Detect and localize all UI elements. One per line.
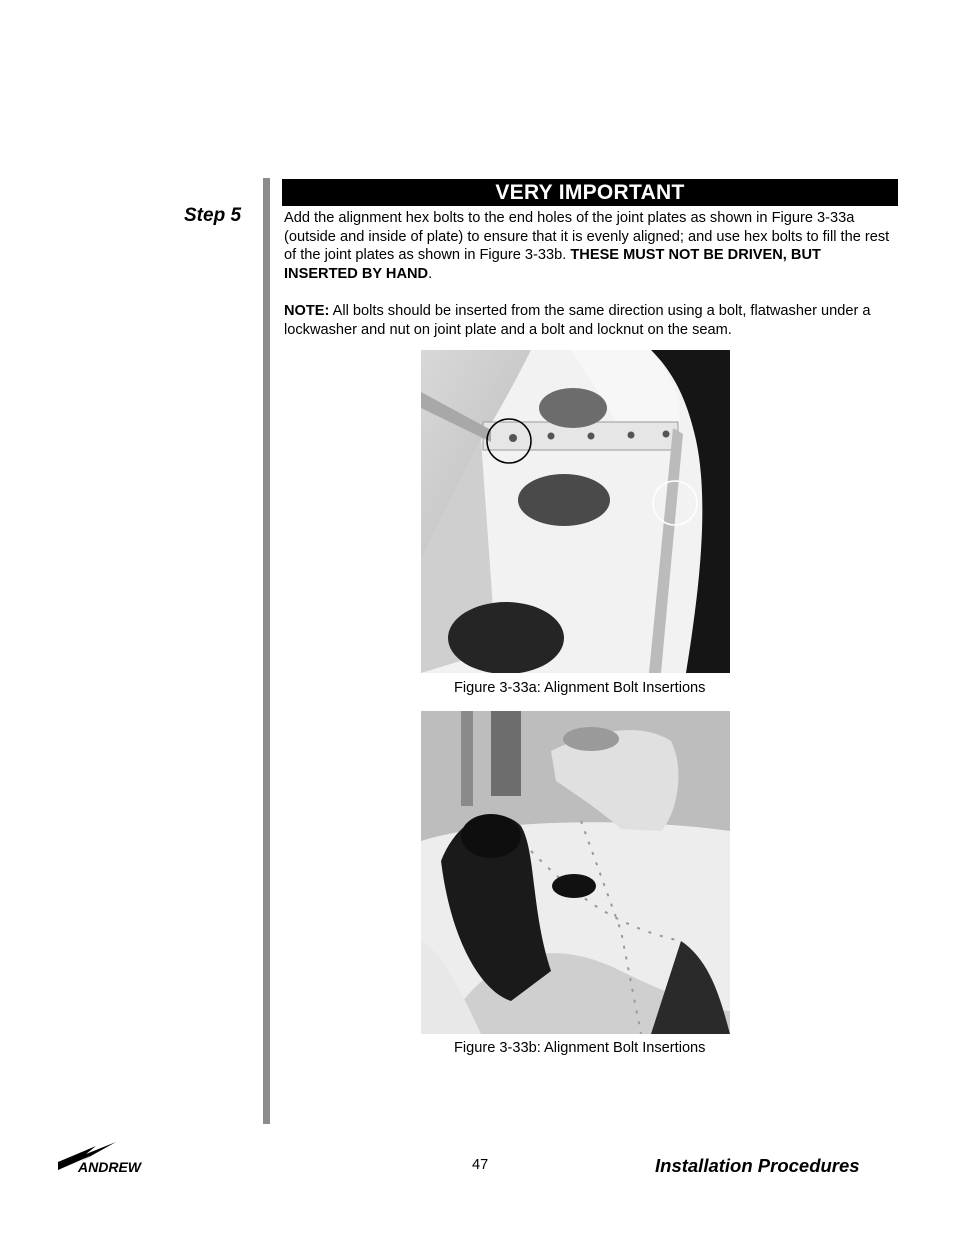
- logo-text: ANDREW: [78, 1159, 141, 1175]
- figure-3-33b-photo: [421, 711, 730, 1034]
- step-label: Step 5: [184, 205, 242, 226]
- figure-3-33a-photo: [421, 350, 730, 673]
- important-banner: VERY IMPORTANT: [282, 179, 898, 206]
- note-label: NOTE:: [284, 303, 330, 319]
- margin-rule: [263, 178, 270, 1124]
- instruction-text: Add the alignment hex bolts to the end holes of the joint plates as shown in Figure 3-33a (outside and inside of plate) to ensure that it is evenly aligned; and use hex bolts to fill the rest of the joint plates as shown in Figure 3-33b.: [284, 210, 890, 264]
- figure-3-33a-caption: Figure 3-33a: Alignment Bolt Insertions: [454, 680, 706, 696]
- note-text: All bolts should be inserted from the same direction using a bolt, flatwasher under a lockwasher and nut on joint plate and a bolt and locknut on the seam.: [284, 303, 871, 338]
- andrew-logo: [56, 1140, 170, 1176]
- section-title: Installation Procedures: [655, 1155, 860, 1176]
- instruction-emphasis: THESE MUST NOT BE DRIVEN, BUT INSERTED BY HAND: [284, 247, 821, 282]
- figure-3-33b-caption: Figure 3-33b: Alignment Bolt Insertions: [454, 1040, 706, 1056]
- instruction-paragraph: Add the alignment hex bolts to the end holes of the joint plates as shown in Figure 3-33a (outside and inside of plate) to ensure that it is evenly aligned; and use hex bolts to fill the rest of the joint plates as shown in Figure 3-33b. THESE MUST NOT BE DRIVEN, BUT INSERTED BY HAND.: [284, 210, 890, 282]
- page-number: 47: [472, 1157, 489, 1173]
- note-paragraph: [284, 302, 896, 339]
- lightning-bolt-icon: [56, 1140, 170, 1176]
